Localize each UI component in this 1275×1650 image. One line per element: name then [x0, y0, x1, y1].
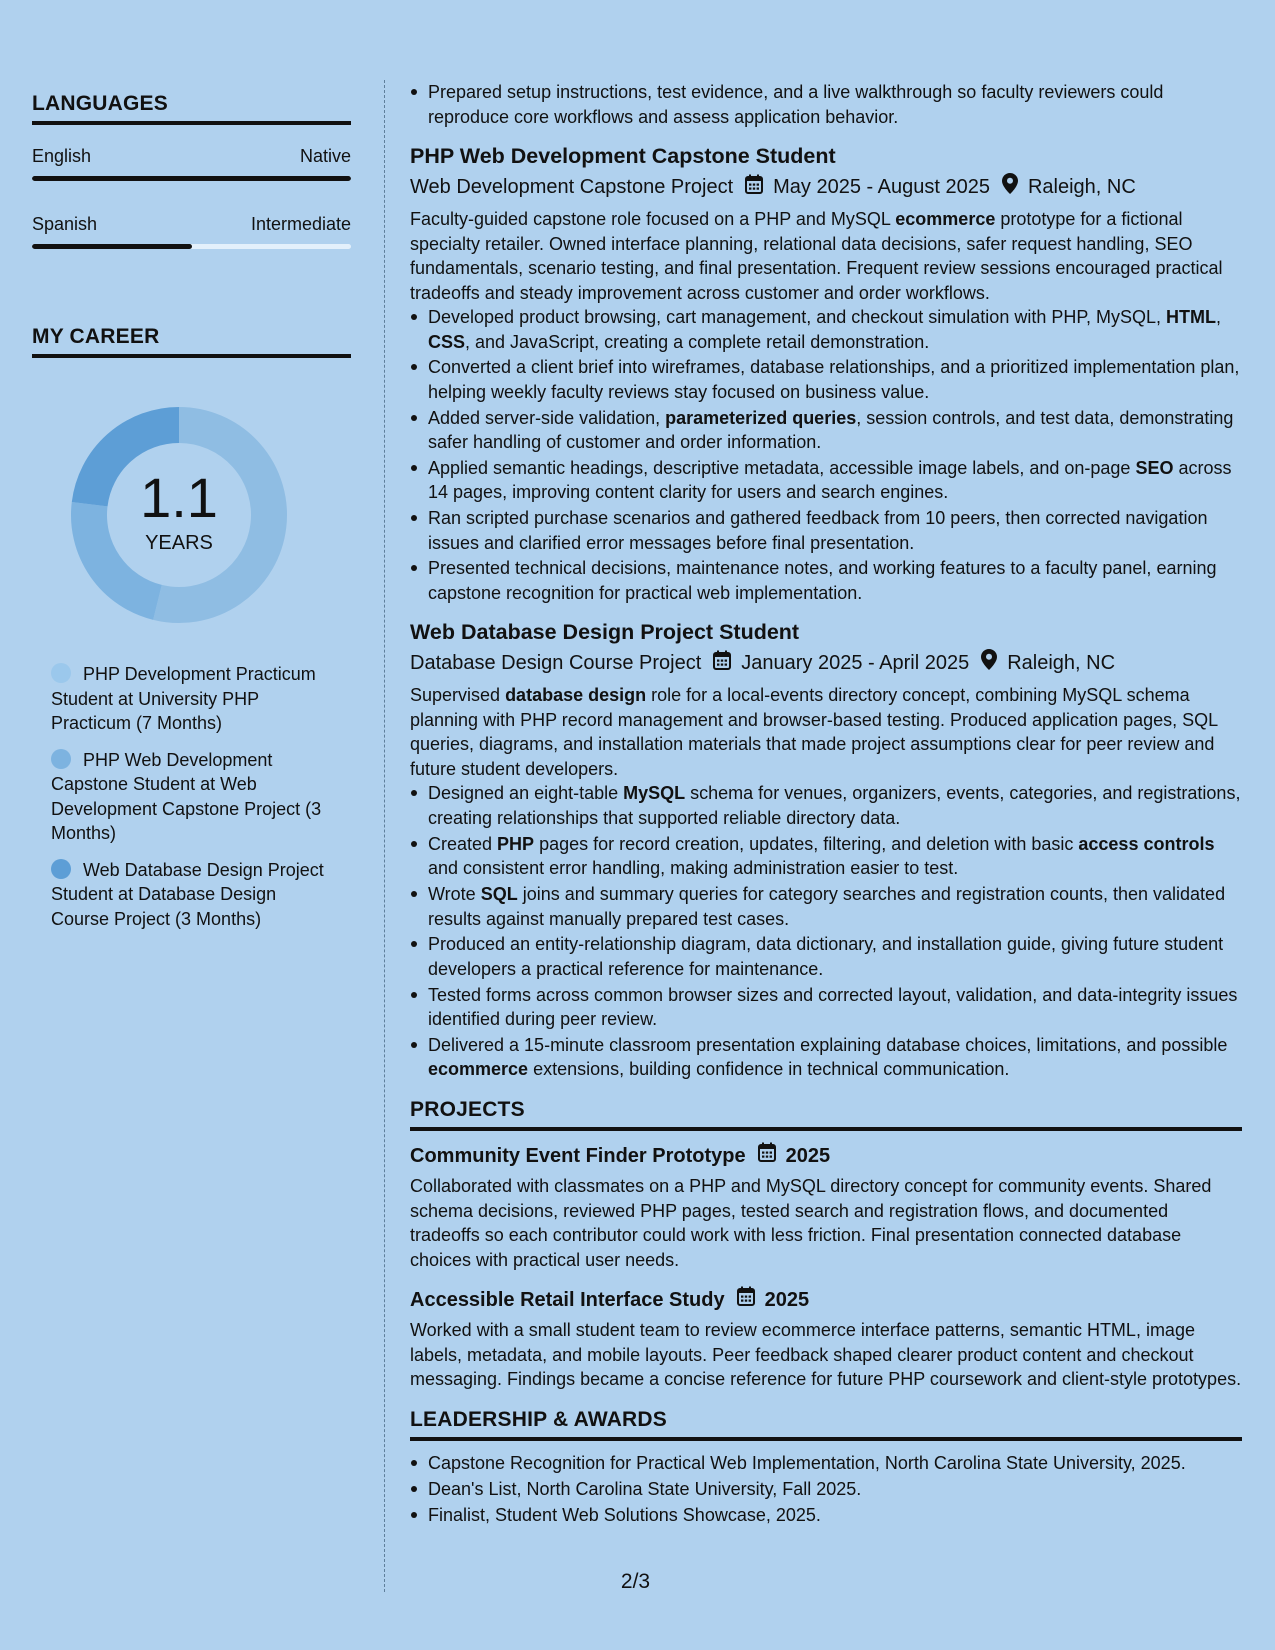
bullet-item: Produced an entity-relationship diagram, data dictionary, and installation guide, giving future student developers a practical reference for maintenance. — [410, 932, 1242, 981]
career-legend-item — [51, 748, 332, 846]
career-legend-text: PHP Web Development Capstone Student at Web Development Capstone Project (3 Months) — [51, 749, 322, 843]
awards-list — [410, 1451, 1242, 1527]
job-organization: Web Development Capstone Project — [410, 176, 734, 198]
job-title: Web Database Design Project Student — [410, 620, 800, 645]
bullet-item: Designed an eight-table MySQL schema for venues, organizers, events, categories, and registrations, creating relationships that supported reliable directory data. — [410, 781, 1242, 830]
language-english — [32, 145, 351, 181]
bullet-item: Applied semantic headings, descriptive metadata, accessible image labels, and on-page SEO across 14 pages, improving content clarity for users and search engines. — [410, 456, 1242, 505]
job-title: PHP Web Development Capstone Student — [410, 144, 836, 168]
location-pin-icon — [981, 649, 997, 677]
language-level: Native — [299, 146, 351, 166]
language-level: Intermediate — [250, 214, 351, 234]
page-number-text: 2/3 — [620, 1570, 651, 1593]
language-name: Spanish — [32, 214, 98, 234]
bullet-item: Wrote SQL joins and summary queries for category searches and registration counts, then validated results against manually prepared test cases. — [410, 882, 1242, 931]
left-sidebar — [32, 92, 351, 943]
column-divider — [384, 80, 385, 1592]
language-bar-fill — [32, 176, 351, 181]
job-entry — [410, 142, 1242, 605]
languages-heading: LANGUAGES — [32, 92, 351, 125]
calendar-icon — [745, 174, 763, 201]
page-number — [0, 1570, 1275, 1594]
bullet-item: Tested forms across common browser sizes and corrected layout, validation, and data-integrity issues identified during peer review. — [410, 983, 1242, 1032]
project-entry — [410, 1286, 1242, 1392]
leadership-heading: LEADERSHIP & AWARDS — [410, 1408, 1242, 1442]
bullet-item: Developed product browsing, cart management, and checkout simulation with PHP, MySQL, HTML, CSS, and JavaScript, creating a complete retail demonstration. — [410, 305, 1242, 354]
job-dates: January 2025 - April 2025 — [741, 652, 970, 675]
job-organization: Database Design Course Project — [410, 652, 702, 675]
bullet-item: Created PHP pages for record creation, updates, filtering, and deletion with basic access controls and consistent error handling, making administration easier to test. — [410, 832, 1242, 881]
project-year: 2025 — [764, 1288, 810, 1311]
project-description: Worked with a small student team to review ecommerce interface patterns, semantic HTML, image labels, metadata, and mobile layouts. Peer feedback shaped clearer product content and checkout messaging. Findings became a concise reference for future PHP coursework and client-style prototypes. — [410, 1320, 1242, 1390]
bullet-item: Converted a client brief into wireframes, database relationships, and a prioritized implementation plan, helping weekly faculty reviews stay focused on business value. — [410, 355, 1242, 404]
career-total-years: 1.1 — [140, 465, 218, 529]
career-legend-text: PHP Development Practicum Student at University PHP Practicum (7 Months) — [51, 664, 316, 733]
project-entry — [410, 1142, 1242, 1272]
career-unit-label: YEARS — [145, 531, 213, 554]
job-entry — [410, 618, 1242, 1081]
bullet-item: Ran scripted purchase scenarios and gathered feedback from 10 peers, then corrected navigation issues and clarified error messages before final presentation. — [410, 506, 1242, 555]
job-bullet-list — [410, 305, 1242, 605]
career-legend-text: Web Database Design Project Student at Database Design Course Project (3 Months) — [51, 859, 324, 929]
award-item: Dean's List, North Carolina State University, Fall 2025. — [410, 1477, 1242, 1502]
job-location: Raleigh, NC — [1027, 176, 1136, 198]
bullet-item: Presented technical decisions, maintenance notes, and working features to a faculty panel, earning capstone recognition for practical web implementation. — [410, 556, 1242, 605]
projects-heading: PROJECTS — [410, 1098, 1242, 1132]
career-heading: MY CAREER — [32, 325, 351, 358]
language-bar — [32, 244, 351, 249]
location-pin-icon — [1002, 173, 1018, 201]
career-legend — [32, 662, 332, 931]
project-description: Collaborated with classmates on a PHP and MySQL directory concept for community events. Shared schema decisions, reviewed PHP pages, tested search and registration flows, and documented tradeoffs so each contributor could work with less friction. Final presentation connected database choices with practical user needs. — [410, 1176, 1212, 1270]
project-year: 2025 — [785, 1144, 831, 1167]
job-meta — [410, 173, 1242, 201]
job-description: Faculty-guided capstone role focused on a PHP and MySQL ecommerce prototype for a fictional specialty retailer. Owned interface planning, relational data decisions, safer request handling, SEO fundamentals, scenario testing, and final presentation. Frequent review sessions encouraged practical tradeoffs and steady improvement across customer and order workflows. — [410, 209, 1223, 303]
bullet-item: Added server-side validation, parameterized queries, session controls, and test data, demonstrating safer handling of customer and order information. — [410, 406, 1242, 455]
intro-bullet-list — [410, 80, 1242, 129]
award-item: Finalist, Student Web Solutions Showcase, 2025. — [410, 1503, 1242, 1528]
career-legend-item — [51, 858, 332, 932]
calendar-icon — [737, 1286, 755, 1313]
language-spanish — [32, 213, 351, 249]
project-name: Community Event Finder Prototype — [410, 1144, 746, 1167]
language-bar-fill — [32, 244, 192, 249]
legend-dot-icon — [51, 749, 71, 769]
calendar-icon — [713, 650, 731, 677]
calendar-icon — [758, 1142, 776, 1169]
projects-section — [410, 1098, 1242, 1392]
job-location: Raleigh, NC — [1007, 652, 1116, 675]
award-item: Capstone Recognition for Practical Web Implementation, North Carolina State University, 2025. — [410, 1451, 1242, 1476]
bullet-item: Prepared setup instructions, test evidence, and a live walkthrough so faculty reviewers could reproduce core workflows and assess application behavior. — [410, 80, 1242, 129]
job-bullet-list — [410, 781, 1242, 1081]
job-dates: May 2025 - August 2025 — [773, 176, 990, 198]
legend-dot-icon — [51, 663, 71, 683]
leadership-section — [410, 1408, 1242, 1528]
language-name: English — [32, 146, 92, 166]
bullet-item: Delivered a 15-minute classroom presentation explaining database choices, limitations, and possible ecommerce extensions, building confidence in technical communication. — [410, 1033, 1242, 1082]
legend-dot-icon — [51, 859, 71, 879]
job-meta — [410, 649, 1242, 677]
project-name: Accessible Retail Interface Study — [410, 1288, 725, 1311]
main-content — [410, 80, 1242, 1529]
career-donut-chart — [66, 402, 292, 628]
language-bar — [32, 176, 351, 181]
career-legend-item — [51, 662, 332, 736]
job-description: Supervised database design role for a local-events directory concept, combining MySQL schema planning with PHP record management and browser-based testing. Produced application pages, SQL queries, diagrams, and installation materials that made project assumptions clear for peer review and future student developers. — [410, 685, 1218, 779]
